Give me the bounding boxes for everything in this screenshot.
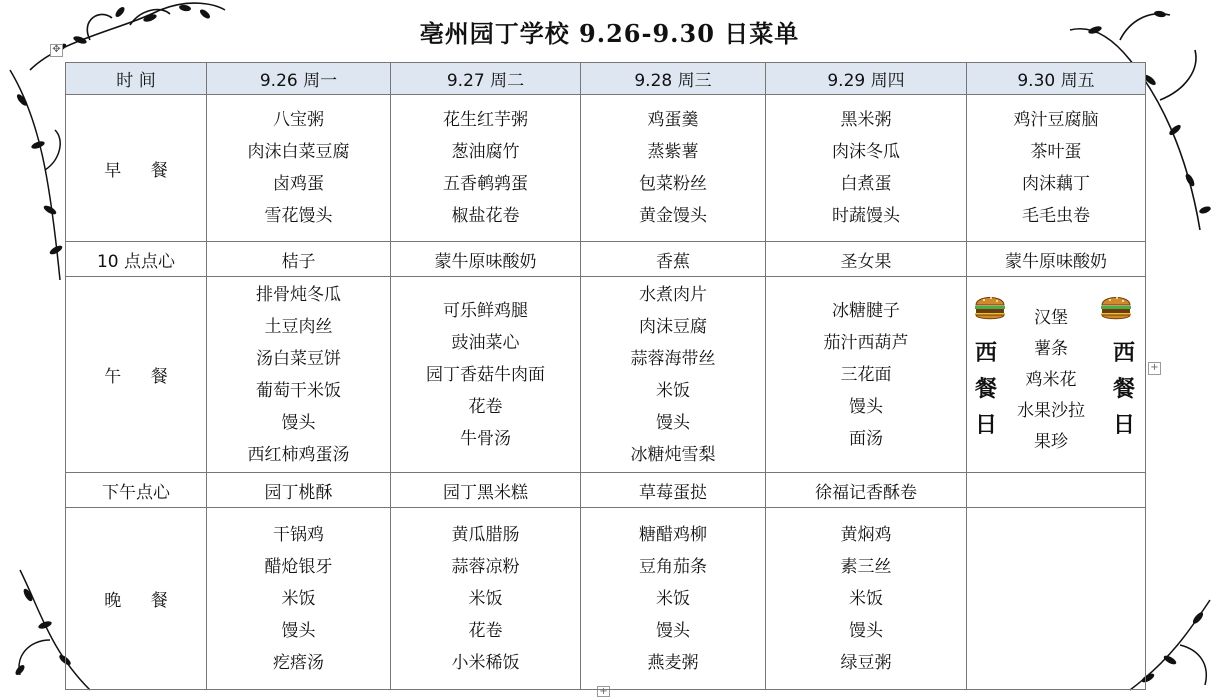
- menu-cell: [766, 95, 967, 242]
- menu-cell: [207, 508, 391, 690]
- western-day-label-left: 西 餐 日: [975, 340, 998, 438]
- dish: 蒜蓉凉粉: [451, 556, 520, 577]
- hamburger-icon: [1099, 291, 1133, 323]
- menu-cell: [207, 277, 391, 473]
- dish: 花卷: [468, 620, 503, 641]
- dish: 汉堡: [1034, 308, 1068, 328]
- dish: 土豆肉丝: [264, 316, 333, 337]
- dish: 包菜粉丝: [639, 174, 707, 194]
- dish: 蒜蓉海带丝: [630, 348, 716, 369]
- dish: 豉油菜心: [451, 332, 520, 353]
- dish: 馒头: [656, 620, 690, 641]
- plus-icon[interactable]: +: [597, 686, 610, 697]
- menu-cell: 蒙牛原味酸奶: [391, 242, 581, 277]
- menu-cell: [391, 508, 581, 690]
- dinner-row: [66, 508, 1146, 690]
- breakfast-row: [66, 95, 1146, 242]
- move-handle-icon[interactable]: ✥: [50, 44, 63, 57]
- menu-cell: [391, 95, 581, 242]
- dish: 肉沫白菜豆腐: [247, 142, 350, 162]
- dish: 黄瓜腊肠: [451, 524, 520, 545]
- dish: 馒头: [656, 412, 690, 433]
- dish: 水果沙拉: [1017, 401, 1085, 421]
- dish: 米饭: [468, 588, 503, 609]
- dish: 汤白菜豆饼: [256, 348, 341, 369]
- menu-cell: [766, 508, 967, 690]
- menu-cell: 草莓蛋挞: [581, 473, 766, 508]
- lunch-row: [66, 277, 1146, 473]
- menu-cell: 桔子: [207, 242, 391, 277]
- day-header: 9.29 周四: [766, 63, 967, 95]
- dish: 五香鹌鹑蛋: [443, 174, 528, 194]
- dish: 肉沫豆腐: [639, 316, 707, 337]
- menu-cell: 蒙牛原味酸奶: [967, 242, 1146, 277]
- menu-cell: [391, 277, 581, 473]
- dish: 冰糖腱子: [832, 300, 900, 321]
- time-header: 时 间: [66, 63, 207, 95]
- floral-vine-ornament: [0, 60, 70, 290]
- dish: 绿豆粥: [840, 652, 892, 673]
- dish: 米饭: [849, 588, 883, 609]
- menu-cell: [967, 95, 1146, 242]
- menu-cell: 徐福记香酥卷: [766, 473, 967, 508]
- header-row: [66, 63, 1146, 95]
- western-menu-list: [1011, 303, 1091, 458]
- dish: 馒头: [281, 412, 316, 433]
- dish: 椒盐花卷: [451, 206, 520, 226]
- dish: 排骨炖冬瓜: [256, 284, 341, 305]
- dish: 黄焖鸡: [840, 524, 892, 545]
- menu-cell-friday-western: [967, 277, 1146, 473]
- menu-table: [65, 62, 1146, 690]
- day-header: 9.27 周二: [391, 63, 581, 95]
- dish: 黄金馒头: [639, 206, 707, 226]
- dish: 园丁香菇牛肉面: [426, 364, 545, 385]
- dish: 葱油腐竹: [451, 142, 520, 162]
- dish: 毛毛虫卷: [1022, 206, 1090, 226]
- dish: 花生红芋粥: [443, 110, 528, 130]
- dish: 干锅鸡: [273, 524, 324, 545]
- dish: 燕麦粥: [647, 652, 699, 673]
- dish: 肉沫藕丁: [1022, 174, 1090, 194]
- dish: 可乐鲜鸡腿: [443, 300, 528, 321]
- meal-label: 下午点心: [66, 473, 207, 508]
- meal-label: 早 餐: [66, 95, 207, 242]
- dish: 素三丝: [840, 556, 892, 577]
- dish: 茄汁西葫芦: [823, 332, 909, 353]
- dish: 馒头: [849, 620, 883, 641]
- dish: 米饭: [281, 588, 316, 609]
- menu-cell: [207, 95, 391, 242]
- dish: 雪花馒头: [264, 206, 333, 226]
- dish: 葡萄干米饭: [256, 380, 341, 401]
- day-header: 9.30 周五: [967, 63, 1146, 95]
- menu-cell: 香蕉: [581, 242, 766, 277]
- dish: 薯条: [1034, 339, 1068, 359]
- dish: 冰糖炖雪梨: [630, 444, 716, 465]
- day-header: 9.26 周一: [207, 63, 391, 95]
- dish: 时蔬馒头: [832, 206, 900, 226]
- plus-icon[interactable]: +: [1148, 362, 1161, 375]
- afternoon-row: [66, 473, 1146, 508]
- dish: 馒头: [849, 396, 883, 417]
- dish: 疙瘩汤: [273, 652, 324, 673]
- dish: 鸡汁豆腐脑: [1013, 110, 1099, 130]
- meal-label: 10 点点心: [66, 242, 207, 277]
- western-day-label-right: 西 餐 日: [1113, 340, 1136, 438]
- menu-cell: [581, 508, 766, 690]
- menu-cell: 圣女果: [766, 242, 967, 277]
- dish: 鸡米花: [1025, 370, 1077, 390]
- dish: 牛骨汤: [460, 428, 511, 449]
- dish: 米饭: [656, 380, 690, 401]
- meal-label: 午 餐: [66, 277, 207, 473]
- dish: 白煮蛋: [840, 174, 892, 194]
- menu-cell: 园丁黑米糕: [391, 473, 581, 508]
- dish: 果珍: [1034, 432, 1068, 452]
- page-title: 亳州园丁学校 9.26-9.30 日菜单: [419, 19, 800, 48]
- menu-cell: [766, 277, 967, 473]
- dish: 馒头: [281, 620, 316, 641]
- menu-cell: 园丁桃酥: [207, 473, 391, 508]
- dish: 糖醋鸡柳: [639, 524, 707, 545]
- dish: 肉沫冬瓜: [832, 142, 900, 162]
- dish: 米饭: [656, 588, 690, 609]
- hamburger-icon: [973, 291, 1007, 323]
- dish: 茶叶蛋: [1030, 142, 1082, 162]
- day-header: 9.28 周三: [581, 63, 766, 95]
- dish: 卤鸡蛋: [273, 174, 324, 194]
- dish: 小米稀饭: [451, 652, 520, 673]
- dish: 豆角茄条: [639, 556, 707, 577]
- dish: 醋炝银牙: [264, 556, 333, 577]
- menu-cell: [967, 473, 1146, 508]
- dish: 蒸紫薯: [647, 142, 699, 162]
- dish: 黑米粥: [840, 110, 892, 130]
- snack-row: [66, 242, 1146, 277]
- dish: 八宝粥: [273, 110, 324, 130]
- menu-cell: [581, 95, 766, 242]
- dish: 水煮肉片: [639, 284, 707, 305]
- dish: 三花面: [840, 364, 892, 385]
- dish: 鸡蛋羹: [647, 110, 699, 130]
- dish: 面汤: [849, 428, 883, 449]
- menu-cell: [581, 277, 766, 473]
- meal-label: 晚 餐: [66, 508, 207, 690]
- dish: 花卷: [468, 396, 503, 417]
- dish: 西红柿鸡蛋汤: [247, 444, 350, 465]
- menu-cell: [967, 508, 1146, 690]
